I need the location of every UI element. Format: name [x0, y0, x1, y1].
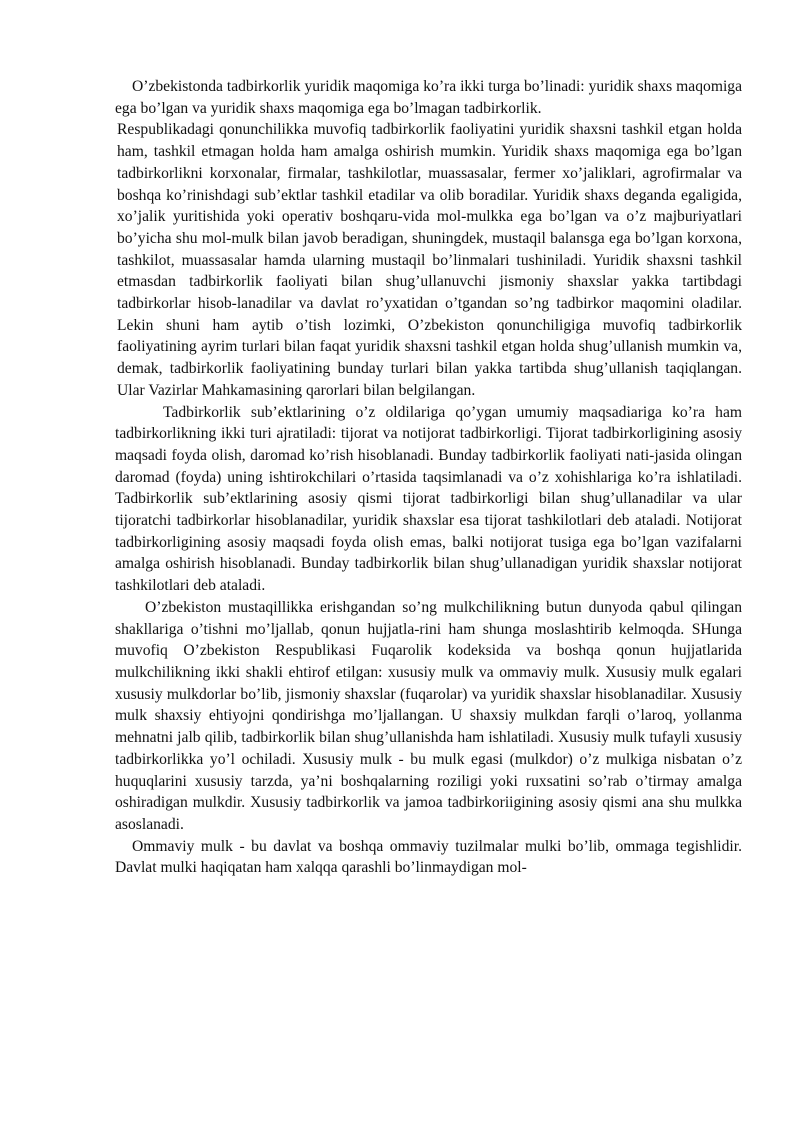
paragraph-commercial-noncommercial: Tadbirkorlik sub’ektlarining o’z oldilariga qo’ygan umumiy maqsadiariga ko’ra ham tadbirkorlikning ikki turi ajratiladi: tijorat va notijorat tadbirkorligi. Tijorat tadbirkorligining asosiy maqsadi foyda olish, daromad ko’rish hisoblanadi. Bunday tadbirkorlik faoliyati nati-jasida olingan daromad (foyda) uning ishtirokchilari o’rtasida taqsimlanadi va o’z xohishlariga ko’ra ishlatiladi. Tadbirkorlik sub’ektlarining asosiy qismi tijorat tadbirkorligi bilan shug’ullanadilar va ular tijoratchi tadbirkorlar hisoblanadilar, yuridik shaxslar esa tijorat tashkilotlari deb ataladi. Notijorat tadbirkorligining asosiy maqsadi foyda olish emas, balki notijorat tusiga ega bo’lgan vazifalarni amalga oshirish hisoblanadi. Bunday tadbirkorlik bilan shug’ullanadigan yuridik shaxslar notijorat tashkilotlari deb ataladi.	[115, 403, 742, 595]
paragraph-legal-status-intro: O’zbekistonda tadbirkorlik yuridik maqomiga ko’ra ikki turga bo’linadi: yuridik shaxs maqomiga ega bo’lgan va yuridik shaxs maqomiga ega bo’lmagan tadbirkorlik.	[115, 78, 742, 117]
paragraph-public-property: Ommaviy mulk - bu davlat va boshqa ommaviy tuzilmalar mulki bo’lib, ommaga tegishlidir. Davlat mulki haqiqatan ham xalqqa qarashli bo’linmaydigan mol-	[115, 837, 742, 877]
paragraph-legislation: Respublikadagi qonunchilikka muvofiq tadbirkorlik faoliyatini yuridik shaxsni tashkil etgan holda ham, tashkil etmagan holda ham amalga oshirish mumkin. Yuridik shaxs maqomiga ega bo’lgan tadbirkorlikni korxonalar, firmalar, tashkilotlar, muassasalar, fermer xo’jaliklari, agrofirmalar va boshqa ko’rinishdagi sub’ektlar tashkil etadilar va olib boradilar. Yuridik shaxs deganda egaligida, xo’jalik yuritishida yoki operativ boshqaru-vida mol-mulkka ega bo’lgan va o’z majburiyatlari bo’yicha shu mol-mulk bilan javob beradigan, shuningdek, mustaqil balansga ega bo’lgan korxona, tashkilot, muassasalar hamda ularning mustaqil bo’linmalari tushiniladi. Yuridik shaxsni tashkil etmasdan tadbirkorlik faoliyati bilan shug’ullanuvchi jismoniy shaxslar yakka tartibdagi tadbirkorlar hisob-lanadilar va davlat ro’yxatidan o’tgandan so’ng tadbirkor maqomini oladilar. Lekin shuni ham aytib o’tish lozimki, O’zbekiston qonunchiligiga muvofiq tadbirkorlik faoliyatining ayrim turlari bilan faqat yuridik shaxsni tashkil etgan holda shug’ullanish mumkin va, demak, tadbirkorlik faoliyatining bunday turlari bilan yakka tartibda shug’ullanish taqiqlangan. Ular Vazirlar Mahkamasining qarorlari bilan belgilangan.	[117, 121, 742, 399]
paragraph-private-property: O’zbekiston mustaqillikka erishgandan so’ng mulkchilikning butun dunyoda qabul qilingan shakllariga o’tishni mo’ljallab, qonun hujjatla-rini ham shunga moslashtirib kelmoqda. SHunga muvofiq O’zbekiston Respublikasi Fuqarolik kodeksida va boshqa qonun hujjatlarida mulkchilikning ikki shakli ehtirof etilgan: xususiy mulk va ommaviy mulk. Xususiy mulk egalari xususiy mulkdorlar bo’lib, jismoniy shaxslar (fuqarolar) va yuridik shaxslar hisoblanadilar. Xususiy mulk shaxsiy ehtiyojni qondirishga mo’ljallangan. U shaxsiy mulkdan farqli o’laroq, yollanma mehnatni jalb qilib, tadbirkorlik bilan shug’ullanishda ham ishlatiladi. Xususiy mulk tufayli xususiy tadbirkorlikka yo’l ochiladi. Xususiy mulk - bu mulk egasi (mulkdor) o’z mulkiga nisbatan o’z huquqlarini xususiy tarzda, ya’ni boshqalarning roziligi yoki ruxsatini so’rab o’tirmay amalga oshiradigan mulkdir. Xususiy tadbirkorlik va jamoa tadbirkoriigining asosiy qismi ana shu mulkka asoslanadi.	[115, 598, 742, 833]
document-page	[115, 76, 742, 879]
